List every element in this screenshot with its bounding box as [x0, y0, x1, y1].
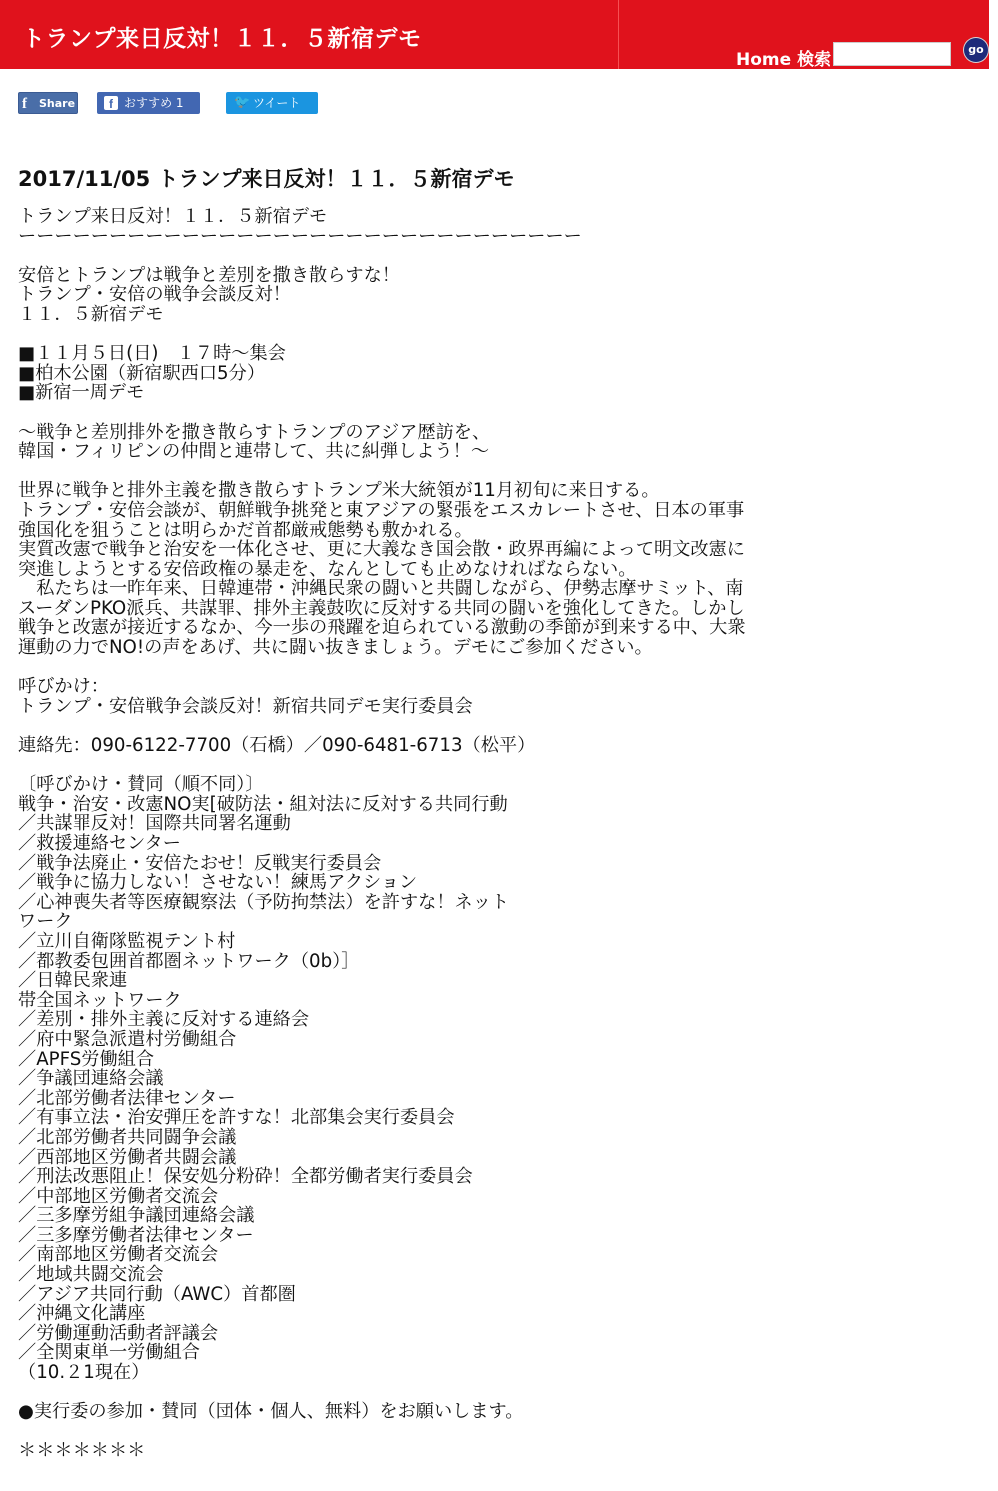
article-line: ／地域共闘交流会: [18, 1264, 164, 1286]
tweet-button[interactable]: [226, 92, 318, 114]
article-line: ／有事立法・治安弾圧を許すな！北部集会実行委員会: [18, 1107, 455, 1129]
article-line: 帯全国ネットワーク: [18, 989, 182, 1011]
twitter-bird-icon: 🐦: [234, 95, 251, 110]
article-line: 突進しようとする安倍政権の暴走を、なんとしても止めなければならない。: [18, 558, 637, 580]
facebook-share-label: Share: [39, 97, 76, 110]
article-line: ／労働運動活動者評議会: [18, 1322, 219, 1344]
article-body: [18, 207, 818, 1461]
article-line: 韓国・フィリピンの仲間と連帯して、共に糾弾しよう！～: [18, 441, 490, 463]
article-line: 〔呼びかけ・賛同（順不同）〕: [18, 774, 264, 796]
article-line: ～戦争と差別排外を撒き散らすトランプのアジア歴訪を、: [18, 421, 491, 443]
article-line: ／心神喪失者等医療観察法（予防拘禁法）を許すな！ネット: [18, 891, 510, 913]
facebook-recommend-button[interactable]: [97, 92, 200, 114]
article-line: ／共謀罪反対！国際共同署名運動: [18, 813, 291, 835]
article-line: 私たちは一昨年来、日韓連帯・沖縄民衆の闘いと共闘しながら、伊勢志摩サミット、南: [18, 578, 744, 600]
article-line: ／戦争に協力しない！させない！練馬アクション: [18, 872, 418, 894]
article-line: 強国化を狙うことは明らかだ首都厳戒態勢も敷かれる。: [18, 519, 473, 541]
article-line: ／南部地区労働者交流会: [18, 1244, 219, 1266]
article-line: 安倍とトランプは戦争と差別を撒き散らすな！: [18, 264, 400, 286]
article-line: ／救援連絡センター: [18, 833, 181, 854]
article-line: ／中部地区労働者交流会: [18, 1185, 219, 1207]
article-line: ／立川自衛隊監視テント村: [18, 930, 236, 952]
article-line: ／戦争法廃止・安倍たおせ！反戦実行委員会: [18, 852, 382, 874]
article-line: 世界に戦争と排外主義を撒き散らすトランプ米大統領が11月初旬に来日する。: [18, 480, 660, 502]
article-line: ／争議団連絡会議: [18, 1068, 164, 1090]
header-nav: [736, 45, 831, 70]
article-title: 2017/11/05 トランプ来日反対！１１．５新宿デモ: [18, 167, 515, 191]
article-line: トランプ・安倍戦争会談反対！新宿共同デモ実行委員会: [18, 695, 473, 717]
article-line: １１．５新宿デモ: [18, 303, 164, 325]
article-line: ワーク: [18, 911, 73, 933]
site-header: [0, 0, 989, 69]
article-line: 戦争・治安・改憲NO実[破防法・組対法に反対する共同行動: [18, 793, 508, 815]
article-line: ／APFS労働組合: [18, 1048, 155, 1070]
article-line: [18, 1422, 818, 1442]
article-line: 実質改憲で戦争と治安を一体化させ、更に大義なき国会散・政界再編によって明文改憲に: [18, 539, 745, 561]
facebook-recommend-label: おすすめ 1: [124, 96, 184, 110]
article-line: スーダンPKO派兵、共謀罪、排外主義鼓吹に反対する共同の闘いを強化してきた。しかし: [18, 597, 745, 619]
article-line: ■柏木公園（新宿駅西口5分）: [18, 362, 266, 384]
article-line: ／日韓民衆連: [18, 970, 128, 992]
facebook-share-button[interactable]: [18, 92, 78, 114]
site-title[interactable]: トランプ来日反対！１１．５新宿デモ: [22, 26, 422, 52]
article-line: [18, 462, 818, 482]
article-line: ／北部労働者共同闘争会議: [18, 1126, 237, 1148]
article-line: ／三多摩労働者法律センター: [18, 1224, 254, 1246]
article-line: 戦争と改憲が接近するなか、今一歩の飛躍を迫られている激動の季節が到来する中、大衆: [18, 617, 746, 639]
search-input[interactable]: [833, 42, 951, 66]
facebook-logo-icon: f: [104, 96, 118, 110]
header-divider: [618, 0, 619, 69]
article-line: ／北部労働者法律センター: [18, 1087, 236, 1109]
article-line: 連絡先：090-6122-7700（石橋）／090-6481-6713（松平）: [18, 735, 536, 757]
article-line: ●実行委の参加・賛同（団体・個人、無料）をお願いします。: [18, 1401, 524, 1423]
article-line: [18, 716, 818, 736]
search-go-button[interactable]: go: [964, 38, 988, 62]
article-line: ／全関東単一労働組合: [18, 1342, 200, 1364]
article-line: トランプ・安倍の戦争会談反対！: [18, 284, 291, 306]
article-line: ／刑法改悪阻止！保安処分粉砕！全都労働者実行委員会: [18, 1166, 473, 1188]
article-line: ／西部地区労働者共闘会議: [18, 1146, 237, 1168]
article-line: ■新宿一周デモ: [18, 382, 145, 404]
article-line: [18, 325, 818, 345]
article-line: ＊＊＊＊＊＊＊: [18, 1440, 146, 1462]
facebook-icon: f: [22, 96, 27, 112]
article-line: [18, 658, 818, 678]
article-line: [18, 756, 818, 776]
article-line: ■１１月５日(日) １７時～集会: [18, 343, 286, 365]
article-line: ／三多摩労組争議団連絡会議: [18, 1205, 255, 1227]
article-line: ／沖縄文化講座: [18, 1303, 146, 1325]
article-line: トランプ来日反対！１１．５新宿デモ: [18, 206, 328, 227]
article-line: ーーーーーーーーーーーーーーーーーーーーーーーーーーーーーーー: [18, 225, 582, 247]
article-line: （10.２1現在）: [18, 1362, 150, 1384]
article-line: [18, 403, 818, 423]
article-line: [18, 1383, 818, 1403]
nav-search-label: 検索: [797, 50, 832, 70]
article-line: ／都教委包囲首都圏ネットワーク（0b）］: [18, 950, 360, 972]
article-line: ／アジア共同行動（AWC）首都圏: [18, 1283, 296, 1305]
tweet-label: ツイート: [253, 96, 301, 110]
article-line: ／差別・排外主義に反対する連絡会: [18, 1009, 310, 1031]
article-line: トランプ・安倍会談が、朝鮮戦争挑発と東アジアの緊張をエスカレートさせ、日本の軍事: [18, 499, 745, 521]
article-line: [18, 246, 818, 266]
article-line: ／府中緊急派遣村労働組合: [18, 1028, 237, 1050]
article-line: 運動の力でNO!の声をあげ、共に闘い抜きましょう。デモにご参加ください。: [18, 637, 653, 659]
article-line: 呼びかけ：: [18, 676, 109, 698]
nav-home-link[interactable]: Home: [736, 50, 792, 70]
